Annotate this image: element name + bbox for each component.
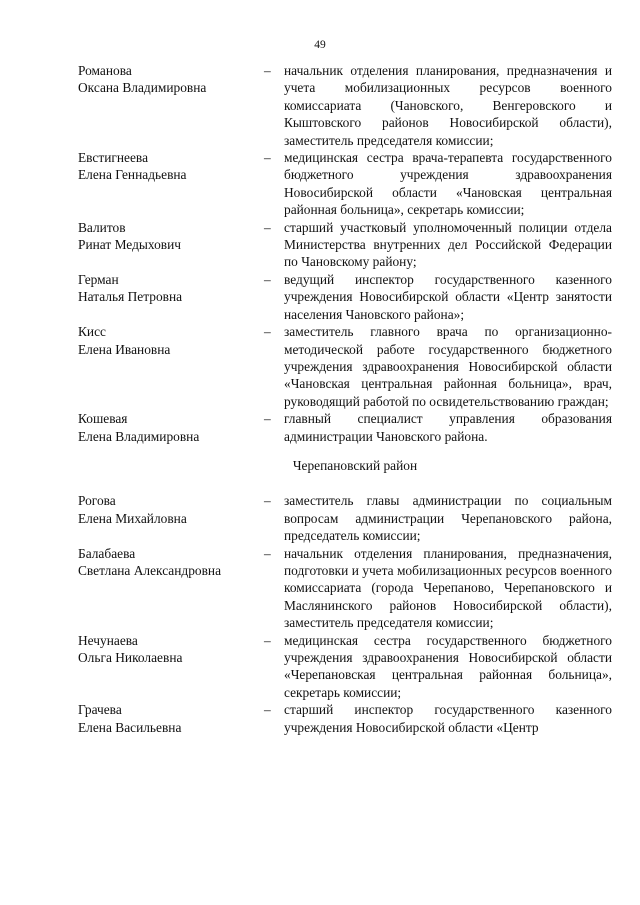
member-given-names: Ольга Николаевна (78, 650, 183, 665)
member-surname: Кошевая (78, 411, 128, 427)
member-surname: Кисс (78, 324, 106, 340)
dash-separator: – (264, 271, 271, 287)
member-role: медицинская сестра врача-терапевта государственного бюджетного учреждения здравоохранения Новосибирской области «Чановская центральная районная больница», секретарь комиссии; (284, 150, 612, 218)
member-role: медицинская сестра государственного бюджетного учреждения здравоохранения Новосибирской области «Черепановская центральная районная больница», секретарь комиссии; (284, 632, 612, 700)
member-entry-german (78, 271, 612, 323)
member-given-names: Елена Михайловна (78, 510, 187, 526)
member-name (78, 323, 264, 358)
member-name (78, 632, 264, 667)
member-entry-romanova (78, 62, 612, 149)
member-entry-gracheva (78, 701, 612, 736)
member-given-names: Елена Ивановна (78, 341, 171, 357)
member-name (78, 62, 264, 97)
member-entry-kiss (78, 323, 612, 410)
member-surname: Валитов (78, 219, 126, 235)
dash-separator: – (264, 632, 271, 648)
member-name (78, 271, 264, 306)
member-surname: Балабаева (78, 545, 136, 561)
member-name (78, 219, 264, 254)
dash-separator: – (264, 63, 271, 78)
member-surname: Рогова (78, 493, 116, 509)
member-surname: Нечунаева (78, 632, 138, 648)
dash-separator: – (264, 219, 271, 235)
member-name (78, 545, 264, 580)
dash-separator: – (264, 702, 271, 718)
dash-separator: – (264, 150, 271, 166)
dash-separator: – (264, 493, 271, 509)
member-role: главный специалист управления образования администрации Чановского района. (284, 411, 612, 444)
member-given-names: Светлана Александровна (78, 562, 222, 578)
member-given-names: Ринат Медыхович (78, 237, 181, 253)
dash-separator: – (264, 411, 271, 427)
member-role: начальник отделения планирования, предназначения, подготовки и учета мобилизационных ресурсов военного комиссариата (города Черепаново, Черепановского и Маслянинского районов Новосибирской области), заместитель председателя комиссии; (284, 545, 612, 631)
member-entry-nechunaeva (78, 632, 612, 702)
member-role: ведущий инспектор государственного казенного учреждения Новосибирской области «Центр занятости населения Чановского района»; (284, 271, 612, 322)
member-given-names: Елена Васильевна (78, 719, 182, 735)
member-role: заместитель главного врача по организационно-методической работе государственного бюджетного учреждения здравоохранения Новосибирской области «Чановская центральная районная больница», врач, руководящий работой по освидетельствованию граждан; (284, 324, 612, 409)
member-entry-evstigneeva (78, 149, 612, 219)
member-role: старший участковый уполномоченный полиции отдела Министерства внутренних дел Российской Федерации по Чановскому району; (284, 219, 612, 270)
member-surname: Романова (78, 63, 132, 78)
member-name (78, 410, 264, 445)
dash-separator: – (264, 324, 271, 340)
member-entry-balabaeva (78, 545, 612, 632)
member-given-names: Елена Владимировна (78, 428, 200, 444)
member-given-names: Наталья Петровна (78, 289, 183, 305)
member-surname: Герман (78, 271, 119, 287)
member-entry-valitov (78, 219, 612, 271)
member-name (78, 701, 264, 736)
member-role: начальник отделения планирования, предназначения и учета мобилизационных ресурсов военного комиссариата (Чановского, Венгеровского и Кыштовского районов Новосибирской области), заместитель председателя комиссии; (284, 63, 612, 148)
member-role: старший инспектор государственного казенного учреждения Новосибирской области «Центр (284, 702, 612, 735)
commission-members-list (78, 62, 612, 736)
member-role: заместитель главы администрации по социальным вопросам администрации Черепановского района, председатель комиссии; (284, 493, 612, 544)
member-entry-rogova (78, 492, 612, 544)
member-entry-koshevaya (78, 410, 612, 445)
member-surname: Евстигнеева (78, 150, 149, 166)
dash-separator: – (264, 545, 271, 561)
member-name (78, 492, 264, 527)
member-name (78, 149, 264, 184)
page-number: 49 (314, 39, 326, 51)
member-surname: Грачева (78, 702, 122, 718)
member-given-names: Оксана Владимировна (78, 80, 207, 96)
member-given-names: Елена Геннадьевна (78, 167, 187, 183)
district-heading: Черепановский район (292, 457, 418, 473)
